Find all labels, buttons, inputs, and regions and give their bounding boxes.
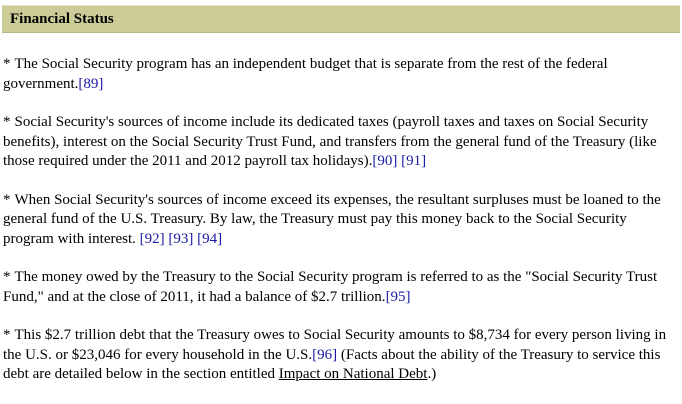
paragraph-income-sources	[3, 113, 679, 172]
citation-link[interactable]: [89]	[78, 75, 104, 92]
impact-on-national-debt-link[interactable]: Impact on National Debt	[278, 366, 428, 382]
bullet-marker: *	[3, 56, 11, 72]
paragraph-surpluses	[3, 191, 679, 250]
paragraph-text: When Social Security's sources of income exceed its expenses, the resultant surpluses must be loaned to the general fund of the U.S. Treasury. By law, the Treasury must pay this money back to the Social Security program with interest.	[3, 191, 661, 247]
bullet-marker: *	[3, 114, 11, 130]
paragraph-text-end: .)	[427, 366, 437, 382]
citation-link[interactable]: [93]	[168, 230, 194, 247]
bullet-marker: *	[3, 327, 11, 343]
paragraph-text: Social Security's sources of income include its dedicated taxes (payroll taxes and taxes on Social Security benefits), interest on the Social Security Trust Fund, and transfers from the general fund of the Treasury (like those required under the 2011 and 2012 payroll tax holidays).	[3, 114, 657, 169]
citation-link[interactable]: [94]	[197, 230, 223, 247]
paragraph-text-continued: (Facts about the ability of the Treasury to service this debt are detailed below in the section entitled	[3, 346, 661, 382]
paragraph-trust-fund	[3, 268, 679, 307]
bullet-marker: *	[3, 269, 11, 285]
citation-link[interactable]: [90]	[372, 153, 398, 169]
section-title: Financial Status	[10, 11, 114, 27]
paragraph-text: This $2.7 trillion debt that the Treasury owes to Social Security amounts to $8,734 for every person living in the U.S. or $23,046 for every household in the U.S.	[3, 327, 667, 363]
bullet-marker: *	[3, 191, 11, 208]
paragraph-budget	[3, 55, 679, 94]
citation-link[interactable]: [92]	[139, 230, 165, 247]
paragraph-text: The Social Security program has an independent budget that is separate from the rest of the federal government.	[3, 56, 608, 92]
paragraph-debt-per-person	[3, 326, 679, 385]
paragraph-text: The money owed by the Treasury to the Social Security program is referred to as the "Social Security Trust Fund," and at the close of 2011, it had a balance of $2.7 trillion.	[3, 269, 658, 305]
citation-link[interactable]: [91]	[401, 153, 427, 169]
citation-link[interactable]: [95]	[385, 288, 411, 305]
content-body	[3, 55, 679, 404]
citation-link[interactable]: [96]	[312, 346, 338, 363]
section-header	[2, 5, 680, 33]
